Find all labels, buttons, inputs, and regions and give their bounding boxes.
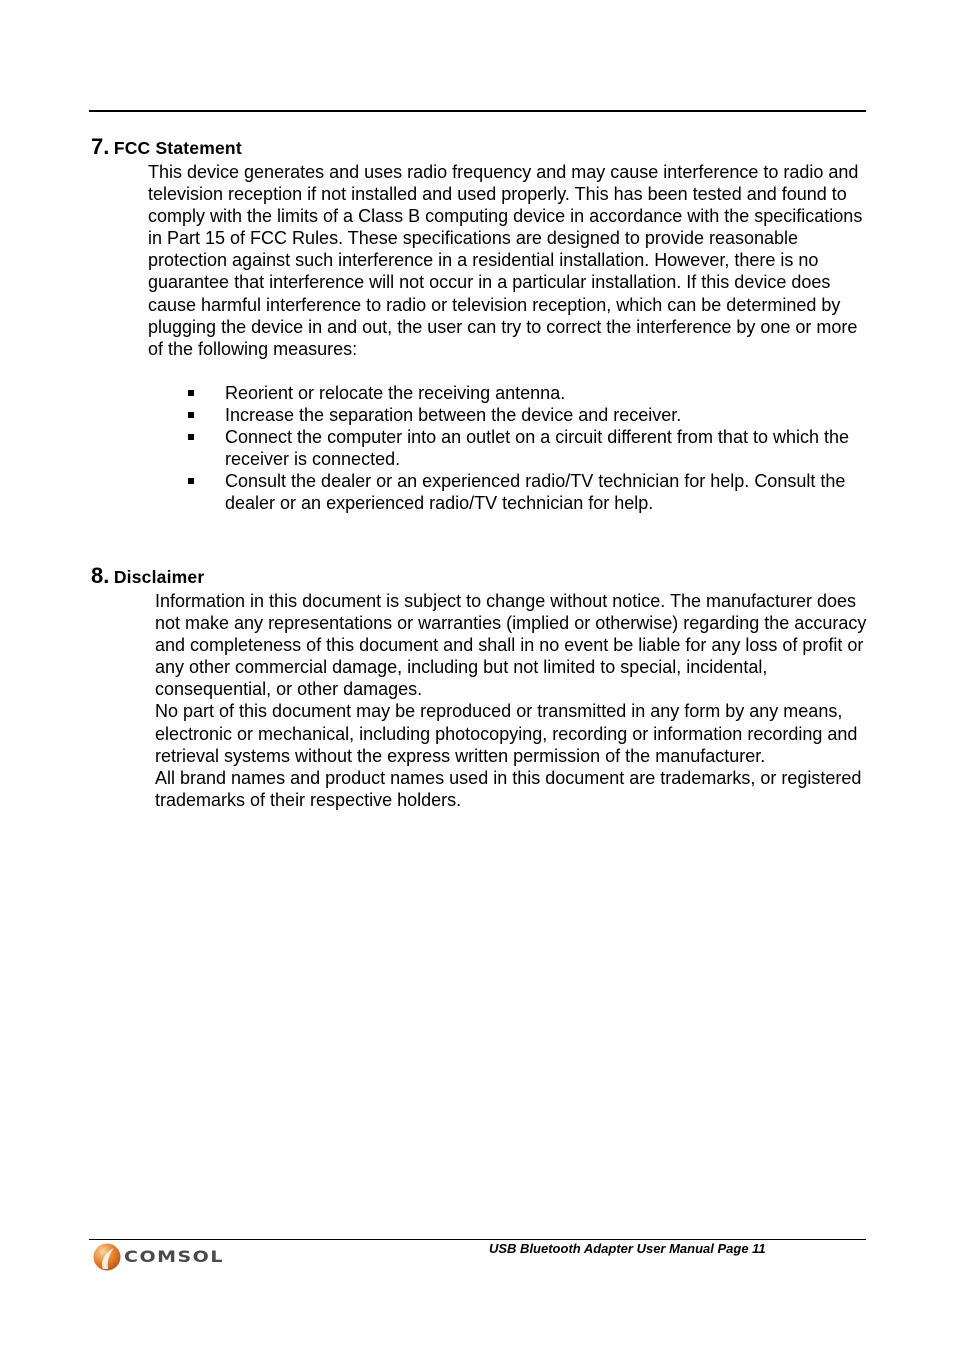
disclaimer-paragraph: No part of this document may be reproduced or transmitted in any form by any means, electronic or mechanical, including photocopying, recording or information recording and retrieval systems without the express written permission of the manufacturer. (155, 701, 858, 766)
disclaimer-paragraph: All brand names and product names used in this document are trademarks, or registered trademarks of their respective holders. (155, 767, 862, 810)
fcc-measures-list (148, 382, 868, 515)
disclaimer-heading (91, 563, 204, 589)
disclaimer-paragraph: Information in this document is subject to change without notice. The manufacturer does not make any representations or warranties (implied or otherwise) regarding the accuracy and completeness of this document and shall in no event be liable for any loss of profit or any other commercial damage, including but not limited to special, incidental, consequential, or other damages. (155, 591, 867, 700)
fcc-heading (91, 134, 242, 160)
section-number: 8. (91, 563, 110, 588)
list-item-text: Connect the computer into an outlet on a circuit different from that to which the receiver is connected. (225, 427, 850, 470)
square-bullet-icon (188, 434, 194, 440)
section-title: Disclaimer (113, 567, 205, 587)
section-title: FCC Statement (113, 138, 242, 158)
header-rule (89, 110, 866, 112)
square-bullet-icon (188, 390, 194, 396)
square-bullet-icon (188, 412, 194, 418)
list-item-text: Reorient or relocate the receiving antenna. (225, 383, 566, 403)
logo-text: COMSOL (124, 1247, 224, 1267)
list-item-text: Consult the dealer or an experienced radio/TV technician for help. Consult the dealer or an experienced radio/TV technician for help. (225, 471, 846, 514)
page-footer-label: USB Bluetooth Adapter User Manual Page 11 (489, 1241, 766, 1256)
list-item (148, 404, 868, 426)
square-bullet-icon (188, 478, 194, 484)
disclaimer-body (155, 590, 867, 811)
footer-rule (89, 1239, 866, 1240)
list-item (148, 382, 868, 404)
comsol-logo-icon (92, 1242, 122, 1272)
list-item-text: Increase the separation between the device and receiver. (225, 405, 682, 426)
section-number: 7. (91, 134, 110, 159)
fcc-body-text: This device generates and uses radio frequency and may cause interference to radio and television reception if not installed and used properly. This has been tested and found to comply with the limits of a Class B computing device in accordance with the specifications in Part 15 of FCC Rules. These specifications are designed to provide reasonable protection against such interference in a residential installation. However, there is no guarantee that interference will not occur in a particular installation. If this device does cause harmful interference to radio or television reception, which can be determined by plugging the device in and out, the user can try to correct the interference by one or more of the following measures: (148, 162, 863, 359)
list-item (148, 426, 868, 470)
comsol-logo (92, 1242, 224, 1272)
list-item (148, 470, 868, 514)
